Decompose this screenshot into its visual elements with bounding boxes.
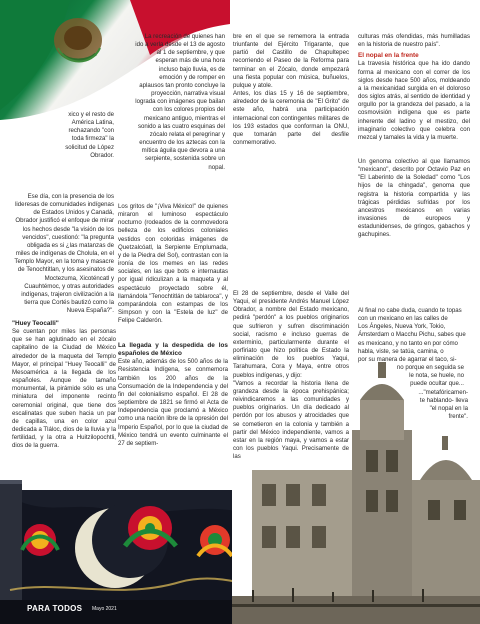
column-2-bottom [118,342,228,448]
section-subhead: El nopal en la frente [358,52,419,60]
text-line: le nota, se huele, no [409,372,464,380]
issue-date: Mayo 2021 [92,606,117,612]
text-line: te hablando- lleva [419,396,468,404]
paragraph: Antes, los días 15 y 16 de septiembre, alrededor de la ceremonia de "El Grito" de este año, habrá una participación internacional con contingentes militares de los 193 estados que conforman la ONU, que tomarán parte del desfile conmemorativo. [233,90,349,147]
text-line: "el nopal en la [429,404,468,412]
column-2-middle [118,203,228,325]
paragraph: Se cuentan por miles las personas que se han aglutinado en el zócalo capitalino de la Ciudad de México alrededor de la maqueta del Templo Mayor, el principal "Huey Teocalli" de Mesoamérica a la llegada de los españoles. Aunque de tamaño monumental, la pirámide sólo es una miniatura del imponente recinto ceremonial original, que tiene dos escalinatas que suben hacia un par de capillas, una en color azul dedicada a Tláloc, dios de la lluvia y la fertilidad, y la otra a Huitzilopochtli, dios de la guerra. [12,328,116,450]
paragraph: bre en el que se rememora la entrada triunfante del Ejército Trigarante, que partió del Castillo de Chapultepec recorriendo el Paseo de la Reforma para terminar en el Zócalo, donde empezará una fiesta popular con música, buñuelos, pulque y atole. [233,33,349,89]
paragraph: Los gritos de "¡Viva México!" de quienes miraron el luminoso espectáculo nocturno (rodeados de la conmovedora belleza de los edificios coloniales vestidos con coloridas imágenes de Quetzalcóatl, la Serpiente Emplumada, y de la Piedra del Sol), contrastan con la ironía de los memes en las redes sociales, en las que bots e internautas por igual ridiculizan a la maqueta y al espectáculo proyectado sobre él, llamándola "Tenochtitlán de tablaroca", y comparándola con estampas de los Simpson y con la "Estela de luz" de Felipe Calderón. [118,203,228,325]
paragraph: Este año, además de los 500 años de la Resistencia Indígena, se conmemora también los 200 años de la Consumación de la Independencia y del fin del colonialismo español. El 28 de septiembre de 1821 se firmó el Acta de Independencia que proclamó a México como una nación libre de la opresión del Imperio Español, por lo que la ciudad de México tendrá un evento culminante el 27 de septiem- [118,358,228,447]
paragraph: culturas más ofendidas, más humilladas en la historia de nuestro país". [358,33,470,49]
column-1-middle [12,193,114,315]
section-subhead: "Huey Teocalli" [12,320,59,327]
column-4-middle [358,158,470,240]
text-line: puede ocultar que... [410,380,464,388]
paragraph: Ese día, con la presencia de los lideresas de comunidades indígenas de Estados Unidos y Canadá, Obrador justificó el enfoque de mirar los hechos desde "la visión de los vencidos", cuestionó: "la pregunta obligada es si ¿las matanzas de miles de indígenas de Cholula, en el Templo Mayor, en la toma y masacre de Tenochtitlan, y los asesinatos de Moctezuma, Xicoténcatl y Cuauhtémoc, y otras autoridades indígenas, trajeron civilización a la tierra que Cortés bautizó como la Nueva España?". [14,193,114,315]
paragraph: El 28 de septiembre, desde el Valle del Yaqui, el presidente Andrés Manuel López Obrador, a nombre del Estado mexicano, pedirá "perdón" a los pueblos originarios que sufrieron y sufren discriminación social, racismo e incluso guerras de exterminio, particularmente durante el porfiriato que hizo política de Estado la eliminación de los pueblos Yaqui, Tarahumara, Cora y Maya, entre otros pueblos indígenas, y dijo: [233,290,349,379]
column-1-top [62,111,114,160]
text-line: Al final no cabe duda, cuando te topas con un mexicano en las calles de [358,307,462,323]
paragraph: xico y el resto de América Latina, rechazando "con toda firmeza" la solicitud de López Obrador. [65,111,114,159]
text-line: frente". [448,413,468,421]
column-4-top [358,33,470,142]
paragraph: "Vamos a recordar la historia llena de grandeza desde la época prehispánica; reivindicaremos a las comunidades y pueblos originarios. Un día dedicado al perdón por los abusos y atrocidades que se cometieron en la colonia y también a partir del México independiente, vamos a estar en la región maya, y vamos a estar con los pueblos Yaqui. Precisamente de las [233,379,349,461]
column-4-bottom [358,307,470,421]
paragraph: La travesía histórica que ha ido dando forma al mexicano con el correr de los siglos desde hace 500 años, moldeando a la mexicanidad surgida en el doloroso dos siglos atrás, al sentido de identidad y orgullo por la grandeza del pasado, a la cosmovisión indígena que es parte inherente del ladino y el mestizo, del imaginario colectivo que celebra con mezcal y tamales la vida y la muerte. [358,60,470,141]
section-subhead: La llegada y la despedida de los españoles de México [118,342,228,358]
text-line: es mexicano, y no tanto en por cómo habla, viste, se tatúa, camina, o [358,339,458,355]
festive-decoration-image [0,470,250,624]
paragraph: Un genoma colectivo al que llamamos "mexicano", descrito por Octavio Paz en "El Laberinto de la Soledad" como "Los hijos de la chingada", genoma que registra la historia compartida y las trágicas pérdidas sufridas por los ancestros mexicanos en varias invasiones de europeos y estadunidenses, de gringos, gabachos y gachupines. [358,158,470,239]
column-3-top [233,33,349,147]
column-2-top [135,33,225,172]
text-line: Los Ángeles, Nueva York, Tokio, Ámsterdam o Macchu Pichu, sabes que [358,323,466,339]
column-3-bottom [233,290,349,461]
paragraph: La recreación de quienes han ido a verla desde el 13 de agosto al 1 de septiembre, y que esperan más de una hora incluso bajo lluvia, es de emoción y de romper en aplausos tan pronto concluye la proyección, narrativa visual lograda con imágenes que bailan con los colores propios del mexicano antiguo, mientras el sonido a las cuatro esquinas del zócalo relata el peregrinar y encuentro de los aztecas con la mítica águila que devora a una serpiente, sostenida sobre un nopal. [135,33,225,171]
text-line: ..."metafóricamen- [418,388,468,396]
text-line: no porque en seguida se [396,364,464,372]
column-1-bottom [12,320,116,451]
magazine-brand: PARA TODOS [27,604,83,613]
text-line: por su manera de agarrar el taco, si- [358,355,457,363]
